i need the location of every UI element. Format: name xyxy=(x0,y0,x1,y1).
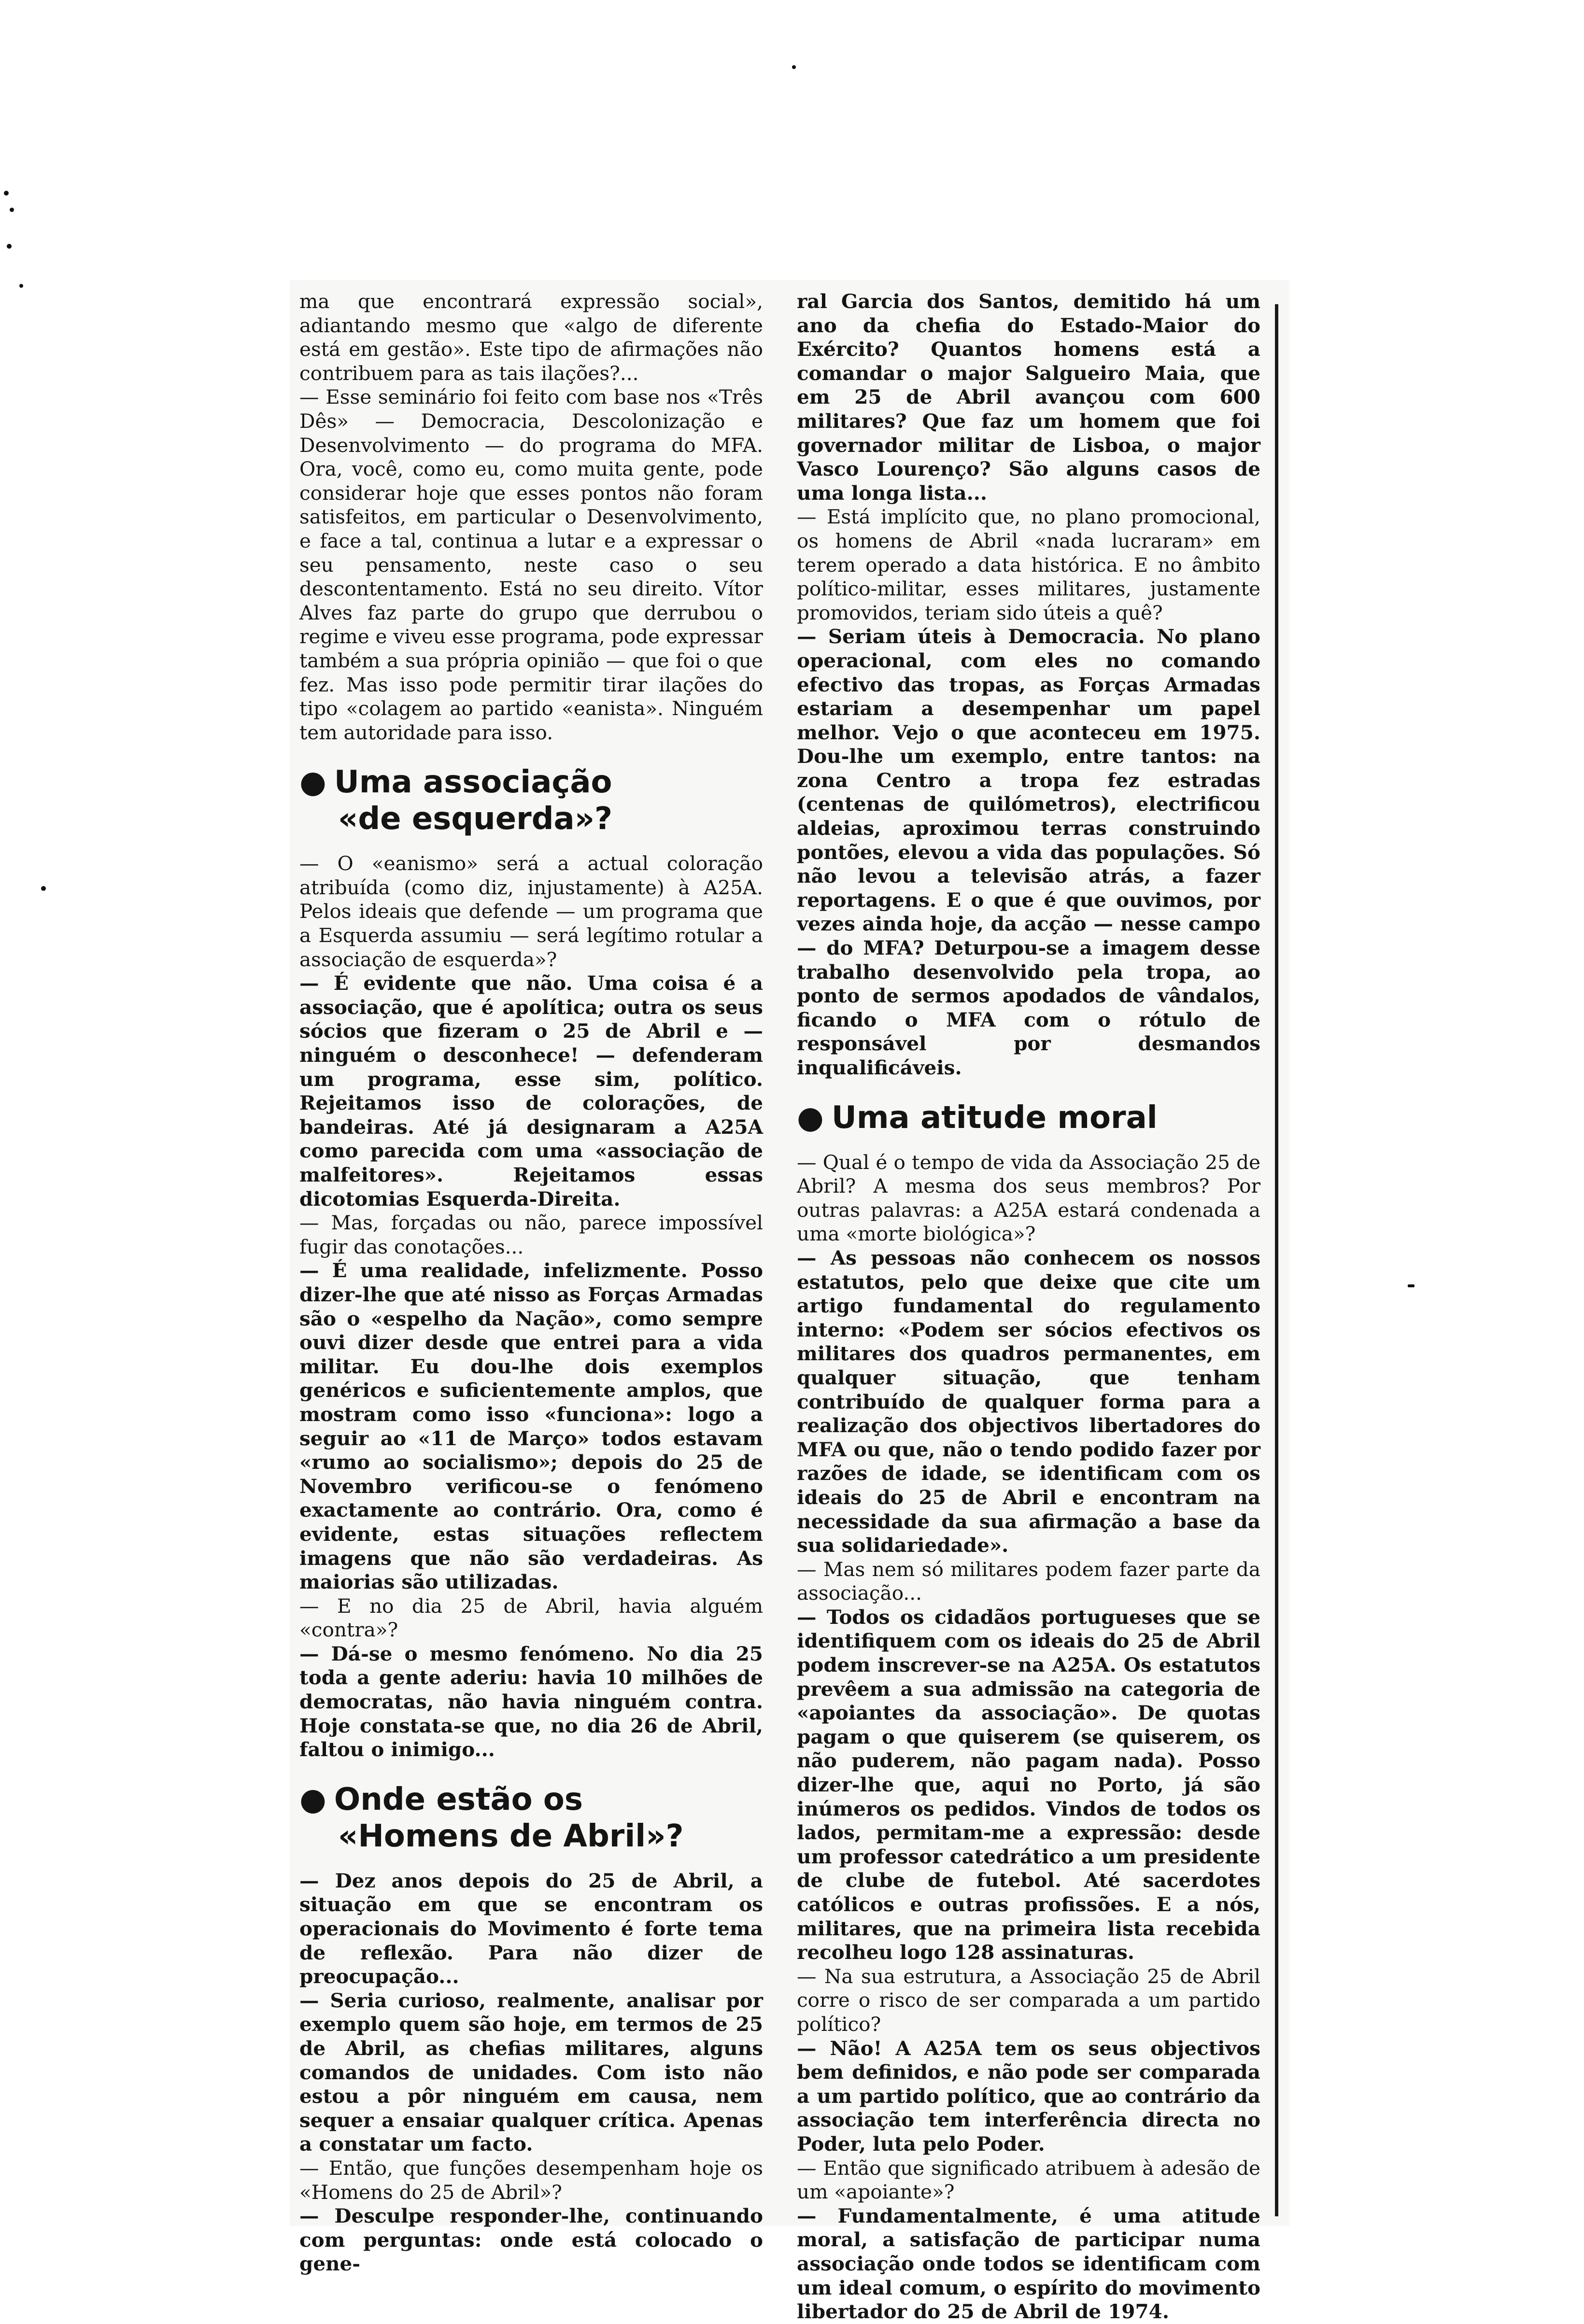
paragraph: ral Garcia dos Santos, demitido há um ano da chefia do Estado-Maior do Exército? Quantos homens está a comandar o major Salgueiro Maia, que em 25 de Abril avançou com 600 militares? Que faz um homem que foi governador militar de Lisboa, o major Vasco Lourenço? São alguns casos de uma longa lista... xyxy=(797,290,1260,505)
heading-line: Uma associação xyxy=(334,764,612,801)
paragraph: — É evidente que não. Uma coisa é a associação, que é apolítica; outra os seus sócios que fizeram o 25 de Abril e — ninguém o desconhece! — defenderam um programa, esse sim, político. Rejeitamos isso de colorações, de bandeiras. Até já designaram a A25A como parecida com uma «associação de malfeitores». Rejeitamos essas dicotomias Esquerda-Direita. xyxy=(299,972,763,1211)
right-column xyxy=(797,290,1260,2324)
paragraph: — Todos os cidadãos portugueses que se identifiquem com os ideais do 25 de Abril podem inscrever-se na A25A. Os estatutos prevêem a sua admissão na categoria de «apoiantes da associação». De quotas pagam o que quiserem (se quiserem, os não puderem, não pagam nada). Posso dizer-lhe que, aqui no Porto, já são inúmeros os pedidos. Vindos de todos os lados, permitam-me a expressão: desde um professor catedrático a um presidente de clube de futebol. Até sacerdotes católicos e outras profissões. E a nós, militares, que na primeira lista recebida recolheu logo 128 assinaturas. xyxy=(797,1605,1260,1964)
paragraph: ma que encontrará expressão social», adiantando mesmo que «algo de diferente está em gestão». Este tipo de afirmações não contribuem para as tais ilações?... xyxy=(299,290,763,385)
paragraph: — Fundamentalmente, é uma atitude moral, a satisfação de participar numa associação onde todos se identificam com um ideal comum, o espírito do movimento libertador do 25 de Abril de 1974. xyxy=(797,2204,1260,2324)
column-border-rule xyxy=(1275,304,1278,2216)
heading-line: Uma atitude moral xyxy=(831,1099,1158,1136)
scan-speck xyxy=(4,191,9,196)
paragraph: — Mas nem só militares podem fazer parte da associação... xyxy=(797,1557,1260,1605)
heading-line: «de esquerda»? xyxy=(338,801,613,837)
paragraph: — Então, que funções desempenham hoje os «Homens do 25 de Abril»? xyxy=(299,2156,763,2204)
paragraph: — E no dia 25 de Abril, havia alguém «contra»? xyxy=(299,1594,763,1642)
paragraph: — Esse seminário foi feito com base nos «Três Dês» — Democracia, Descolonização e Desenvolvimento — do programa do MFA. Ora, você, como eu, como muita gente, pode considerar hoje que esses pontos não foram satisfeitos, em particular o Desenvolvimento, e face a tal, continua a lutar e a expressar o seu pensamento, neste caso o seu descontentamento. Está no seu direito. Vítor Alves faz parte do grupo que derrubou o regime e viveu esse programa, pode expressar também a sua própria opinião — que foi o que fez. Mas isso pode permitir tirar ilações do tipo «colagem ao partido «eanista». Ninguém tem autoridade para isso. xyxy=(299,385,763,744)
paragraph: — É uma realidade, infelizmente. Posso dizer-lhe que até nisso as Forças Armadas são o «espelho da Nação», como sempre ouvi dizer desde que entrei para a vida militar. Eu dou-lhe dois exemplos genéricos e suficientemente amplos, que mostram como isso «funciona»: logo a seguir ao «11 de Março» todos estavam «rumo ao socialismo»; depois do 25 de Novembro verificou-se o fenómeno exactamente ao contrário. Ora, como é evidente, estas situações reflectem imagens que não são verdadeiras. As maiorias são utilizadas. xyxy=(299,1259,763,1594)
paragraph: — Não! A A25A tem os seus objectivos bem definidos, e não pode ser comparada a um partido político, que ao contrário da associação tem interferência directa no Poder, luta pelo Poder. xyxy=(797,2036,1260,2155)
paragraph: — Mas, forçadas ou não, parece impossível fugir das conotações... xyxy=(299,1211,763,1258)
scan-speck xyxy=(7,244,12,249)
scan-speck xyxy=(1408,1284,1414,1287)
section-heading-esquerda xyxy=(299,764,763,837)
scan-speck xyxy=(10,208,14,212)
bullet-icon: ● xyxy=(299,764,326,801)
paragraph: — Está implícito que, no plano promocional, os homens de Abril «nada lucraram» em terem operado a data histórica. E no âmbito político-militar, esses militares, justamente promovidos, teriam sido úteis a quê? xyxy=(797,505,1260,624)
paragraph: — Então que significado atribuem à adesão de um «apoiante»? xyxy=(797,2156,1260,2204)
heading-line: «Homens de Abril»? xyxy=(338,1818,684,1854)
paragraph: — Na sua estrutura, a Associação 25 de Abril corre o risco de ser comparada a um partido político? xyxy=(797,1964,1260,2036)
scan-speck xyxy=(19,284,23,288)
bullet-icon: ● xyxy=(299,1781,326,1817)
scan-speck xyxy=(792,65,796,69)
paragraph: — Seria curioso, realmente, analisar por exemplo quem são hoje, em termos de 25 de Abril, as chefias militares, alguns comandos de unidades. Com isto não estou a pôr ninguém em causa, nem sequer a ensaiar qualquer crítica. Apenas a constatar um facto. xyxy=(299,1988,763,2156)
paragraph: — Qual é o tempo de vida da Associação 25 de Abril? A mesma dos seus membros? Por outras palavras: a A25A estará condenada a uma «morte biológica»? xyxy=(797,1150,1260,1246)
paragraph: — Dá-se o mesmo fenómeno. No dia 25 toda a gente aderiu: havia 10 milhões de democratas, não havia ninguém contra. Hoje constata-se que, no dia 26 de Abril, faltou o inimigo... xyxy=(299,1642,763,1761)
left-column xyxy=(299,290,763,2276)
paragraph: — O «eanismo» será a actual coloração atribuída (como diz, injustamente) à A25A. Pelos ideais que defende — um programa que a Esquerda assumiu — será legítimo rotular a associação de esquerda»? xyxy=(299,852,763,971)
paragraph: — As pessoas não conhecem os nossos estatutos, pelo que deixe que cite um artigo fundamental do regulamento interno: «Podem ser sócios efectivos os militares dos quadros permanentes, em qualquer situação, que tenham contribuído de qualquer forma para a realização dos objectivos libertadores do MFA ou que, não o tendo podido fazer por razões de idade, se identificam com os ideais do 25 de Abril e encontram na necessidade da sua afirmação a base da sua solidariedade». xyxy=(797,1246,1260,1557)
scan-speck xyxy=(41,886,46,891)
paragraph: — Desculpe responder-lhe, continuando com perguntas: onde está colocado o gene- xyxy=(299,2204,763,2276)
paragraph: — Seriam úteis à Democracia. No plano operacional, com eles no comando efectivo das tropas, as Forças Armadas estariam a desempenhar um papel melhor. Vejo o que aconteceu em 1975. Dou-lhe um exemplo, entre tantos: na zona Centro a tropa fez estradas (centenas de quilómetros), electrificou aldeias, aproximou terras construindo pontões, elevou a vida das populações. Só não levou a televisão atrás, a fazer reportagens. E o que é que ouvimos, por vezes ainda hoje, da acção — nesse campo — do MFA? Deturpou-se a imagem desse trabalho desenvolvido pela tropa, ao ponto de sermos apodados de vândalos, ficando o MFA com o rótulo de responsável por desmandos inqualificáveis. xyxy=(797,625,1260,1079)
section-heading-atitude-moral xyxy=(797,1099,1260,1136)
paragraph: — Dez anos depois do 25 de Abril, a situação em que se encontram os operacionais do Movimento é forte tema de reflexão. Para não dizer de preocupação... xyxy=(299,1869,763,1988)
heading-line: Onde estão os xyxy=(334,1781,583,1817)
section-heading-homens-de-abril xyxy=(299,1781,763,1855)
bullet-icon: ● xyxy=(797,1099,824,1136)
